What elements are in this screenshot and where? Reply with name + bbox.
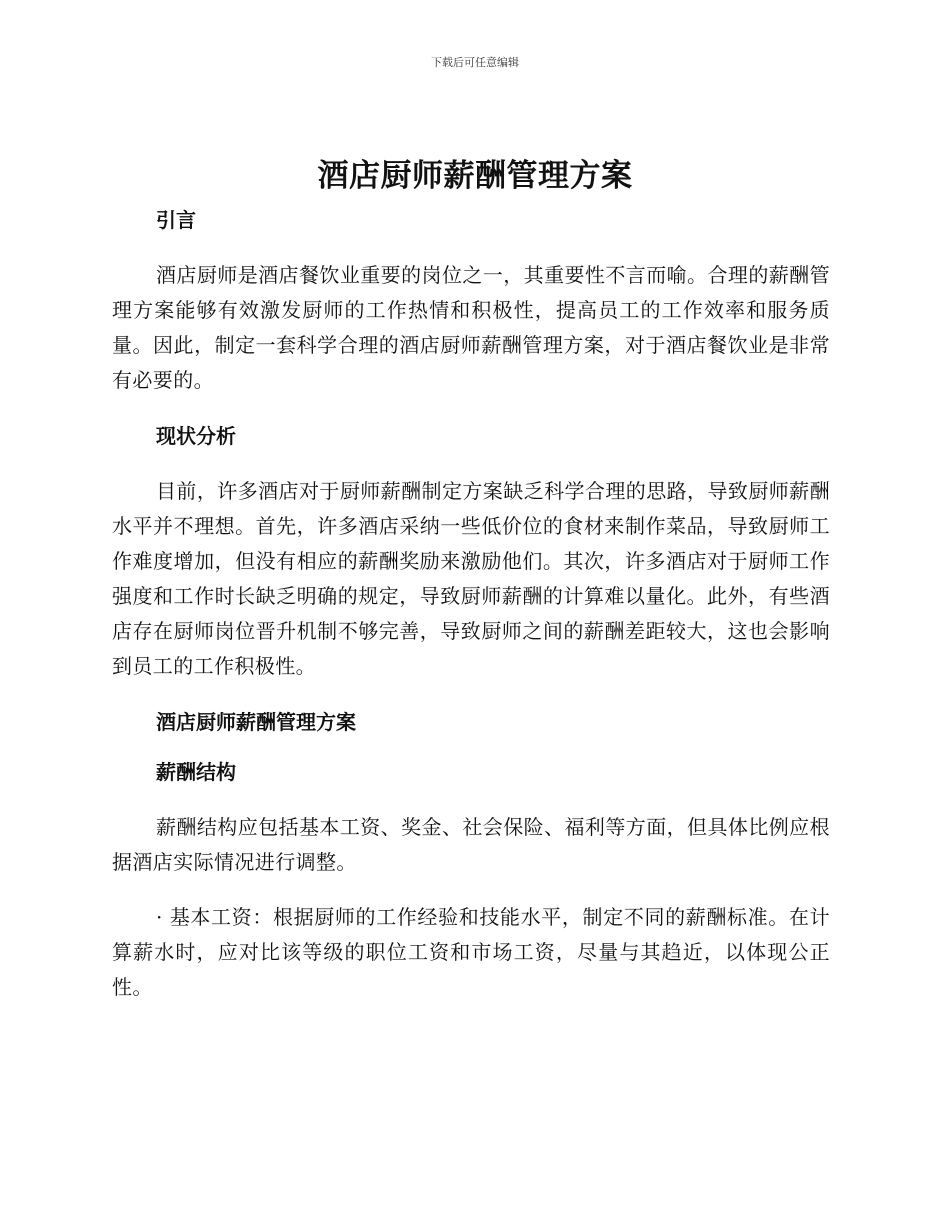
section-heading-structure: 薪酬结构	[156, 760, 236, 784]
document-title: 酒店厨师薪酬管理方案	[317, 158, 633, 194]
document-content	[112, 202, 830, 1005]
header-note: 下载后可任意编辑	[431, 56, 519, 69]
section-heading-status: 现状分析	[156, 424, 236, 448]
paragraph-base-salary: · 基本工资：根据厨师的工作经验和技能水平，制定不同的薪酬标准。在计算薪水时，应对比该等级的职位工资和市场工资，尽量与其趋近，以体现公正性。	[112, 905, 830, 999]
paragraph-intro: 酒店厨师是酒店餐饮业重要的岗位之一，其重要性不言而喻。合理的薪酬管理方案能够有效激发厨师的工作热情和积极性，提高员工的工作效率和服务质量。因此，制定一套科学合理的酒店厨师薪酬管理方案，对于酒店餐饮业是非常有必要的。	[112, 263, 830, 392]
section-heading-intro: 引言	[156, 208, 196, 232]
paragraph-structure: 薪酬结构应包括基本工资、奖金、社会保险、福利等方面，但具体比例应根据酒店实际情况进行调整。	[112, 815, 830, 874]
section-heading-plan: 酒店厨师薪酬管理方案	[156, 710, 356, 734]
paragraph-status: 目前，许多酒店对于厨师薪酬制定方案缺乏科学合理的思路，导致厨师薪酬水平并不理想。首先，许多酒店采纳一些低价位的食材来制作菜品，导致厨师工作难度增加，但没有相应的薪酬奖励来激励他们。其次，许多酒店对于厨师工作强度和工作时长缺乏明确的规定，导致厨师薪酬的计算难以量化。此外，有些酒店存在厨师岗位晋升机制不够完善，导致厨师之间的薪酬差距较大，这也会影响到员工的工作积极性。	[112, 479, 830, 678]
